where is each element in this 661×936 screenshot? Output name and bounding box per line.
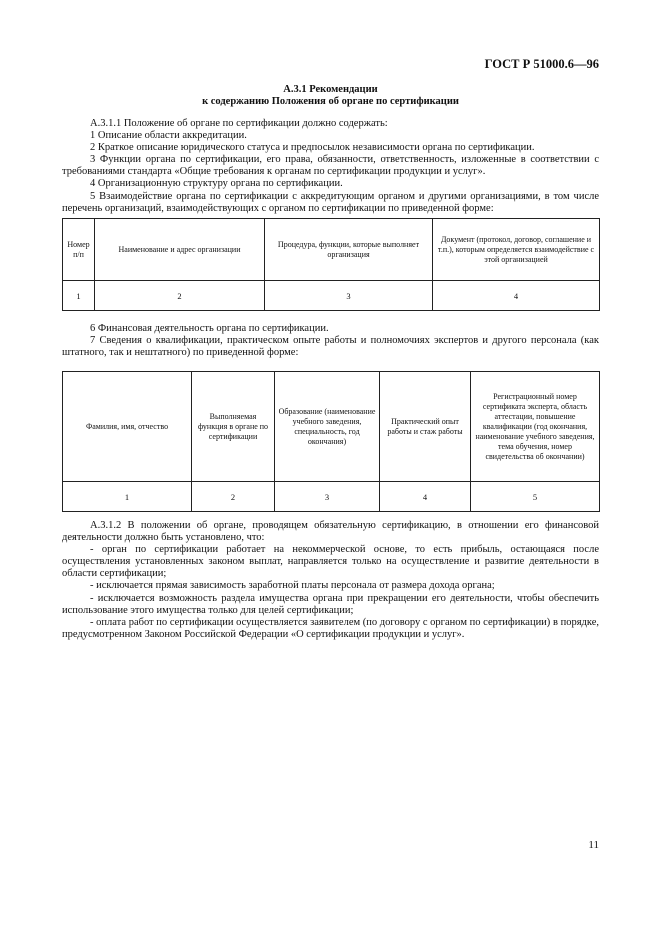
paragraph: А.3.1.2 В положении об органе, проводящем обязательную сертификацию, в отношении его финансовой деятельности должно быть установлено, что: — [62, 520, 599, 544]
table-number-cell: 1 — [63, 281, 95, 311]
table-header-cell: Наименование и адрес организации — [95, 219, 265, 281]
paragraph: - оплата работ по сертификации осуществляется заявителем (по договору с органом по сертификации) в порядке, предусмотренном Законом Российской Федерации «О сертификации продукции и услуг». — [62, 616, 599, 640]
table-header-cell: Образование (наименование учебного заведения, специальность, год окончания) — [275, 372, 380, 482]
table-header-row — [63, 372, 600, 482]
table-number-cell: 2 — [192, 482, 275, 512]
personnel-table — [62, 371, 600, 512]
table-number-row — [63, 281, 600, 311]
standard-number: ГОСТ Р 51000.6—96 — [484, 57, 599, 71]
paragraph: 3 Функции органа по сертификации, его права, обязанности, ответственность, изложенные в соответствии с требованиями стандарта «Общие требования к органам по сертификации продукции и услуг». — [62, 154, 599, 178]
paragraphs-c — [62, 520, 599, 641]
paragraph: - орган по сертификации работает на некоммерческой основе, то есть прибыль, остающаяся после осуществления установленных законом выплат, направляется только на осуществление и развитие деятельности в области сертификации; — [62, 544, 599, 580]
paragraph: 4 Организационную структуру органа по сертификации. — [90, 178, 343, 190]
table-number-cell: 2 — [95, 281, 265, 311]
paragraphs-b — [62, 323, 599, 359]
page-number: 11 — [588, 839, 599, 851]
paragraph: 2 Краткое описание юридического статуса и предпосылок независимости органа по сертификации. — [90, 142, 535, 154]
section-title — [62, 84, 599, 107]
table-number-cell: 3 — [275, 482, 380, 512]
table-header-cell: Практический опыт работы и стаж работы — [380, 372, 471, 482]
section-title-line-1: А.3.1 Рекомендации — [283, 84, 378, 95]
table-number-cell: 5 — [471, 482, 600, 512]
organizations-table — [62, 218, 600, 311]
paragraph: 1 Описание области аккредитации. — [90, 130, 247, 142]
paragraph: - исключается возможность раздела имущества органа при прекращении его деятельности, чтобы обеспечить использование этого имущества только для целей сертификации; — [62, 592, 599, 616]
table-number-cell: 3 — [265, 281, 433, 311]
table-number-cell: 4 — [433, 281, 600, 311]
table-number-cell: 4 — [380, 482, 471, 512]
paragraphs-a — [62, 118, 599, 215]
table-header-cell: Номер п/п — [63, 219, 95, 281]
table-number-row — [63, 482, 600, 512]
section-title-line-2: к содержанию Положения об органе по сертификации — [202, 95, 459, 107]
table-header-cell: Процедура, функции, которые выполняет организация — [265, 219, 433, 281]
table-header-cell: Выполняемая функция в органе по сертификации — [192, 372, 275, 482]
table-header-row — [63, 219, 600, 281]
paragraph: 7 Сведения о квалификации, практическом опыте работы и полномочиях экспертов и другого персонала (как штатного, так и нештатного) по приведенной форме: — [62, 335, 599, 359]
table-header-cell: Документ (протокол, договор, соглашение и т.п.), которым определяется взаимодействие с этой организацией — [433, 219, 600, 281]
paragraph: 5 Взаимодействие органа по сертификации с аккредитующим органом и другими организациями, в том числе перечень организаций, взаимодействующих с органом по сертификации по приведенной форме: — [62, 190, 599, 214]
paragraph: - исключается прямая зависимость заработной платы персонала от размера дохода органа; — [90, 580, 495, 592]
paragraph: А.3.1.1 Положение об органе по сертификации должно содержать: — [90, 118, 388, 129]
table-number-cell: 1 — [63, 482, 192, 512]
table-header-cell: Регистрационный номер сертификата эксперта, область аттестации, повышение квалификации (год окончания, наименование учебного заведения, тема обучения, номер свидетельства об окончании) — [471, 372, 600, 482]
table-header-cell: Фамилия, имя, отчество — [63, 372, 192, 482]
paragraph: 6 Финансовая деятельность органа по сертификации. — [90, 323, 329, 334]
